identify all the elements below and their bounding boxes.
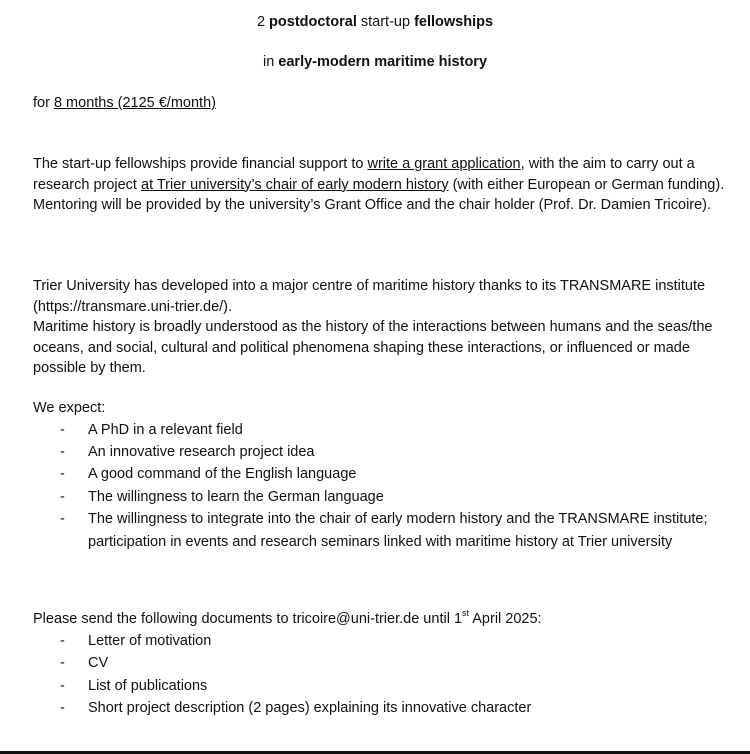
dash-bullet: -	[60, 443, 65, 460]
title-count: 2	[256, 14, 270, 30]
title-in: in	[262, 54, 279, 70]
list-item	[33, 463, 733, 485]
dash-bullet: -	[60, 421, 65, 438]
description-text-1: The start-up fellowships provide financial support to	[33, 156, 368, 172]
duration-value: 8 months (2125 €/month)	[53, 95, 216, 111]
dash-bullet: -	[60, 511, 65, 528]
dash-bullet: -	[60, 677, 65, 694]
title-postdoctoral: postdoctoral	[269, 14, 357, 30]
description-text-3: (with either European or German funding).	[448, 176, 725, 193]
duration-line	[33, 93, 733, 114]
dash-bullet: -	[60, 466, 65, 483]
title-line-1	[0, 12, 750, 33]
list-item	[33, 508, 733, 553]
documents-deadline: April 2025:	[469, 611, 542, 627]
chair-link: at Trier university’s chair of early modern history	[141, 176, 449, 193]
title-line-2	[0, 52, 750, 73]
list-item	[33, 630, 733, 653]
grant-application-link: write a grant application	[367, 156, 521, 172]
list-item	[33, 697, 733, 720]
dash-bullet: -	[60, 488, 65, 505]
list-item-text: Short project description (2 pages) explaining its innovative character	[88, 700, 532, 717]
list-item	[33, 652, 733, 675]
trier-block	[33, 276, 733, 379]
documents-list	[33, 630, 733, 720]
list-item	[33, 486, 733, 508]
dash-bullet: -	[60, 632, 65, 649]
duration-prefix: for	[33, 95, 54, 111]
list-item-text: A PhD in a relevant field	[88, 421, 243, 438]
expectations-list	[33, 419, 733, 553]
description-paragraph	[33, 154, 733, 195]
list-item-text: A good command of the English language	[88, 466, 357, 483]
list-item-text: CV	[88, 655, 109, 672]
documents-heading	[33, 609, 733, 630]
title-fellowships: fellowships	[414, 14, 494, 30]
documents-block	[33, 609, 733, 720]
list-item	[33, 441, 733, 463]
expectations-block	[33, 398, 733, 553]
documents-heading-text: Please send the following documents to tricoire@uni-trier.de until 1	[33, 611, 463, 627]
list-item-text: The willingness to learn the German language	[88, 488, 384, 505]
list-item	[33, 675, 733, 698]
list-item-text: Letter of motivation	[88, 632, 212, 649]
trier-paragraph: Trier University has developed into a major centre of maritime history thanks to its TRANSMARE institute (https://transmare.uni-trier.de/).	[33, 278, 706, 315]
ordinal-suffix: st	[462, 608, 470, 619]
list-item	[33, 419, 733, 441]
list-item-text: The willingness to integrate into the chair of early modern history and the TRANSMARE institute; participation in events and research seminars linked with maritime history at Trier university	[88, 511, 708, 550]
expectations-heading: We expect:	[33, 400, 106, 416]
mentoring-paragraph: Mentoring will be provided by the university’s Grant Office and the chair holder (Prof. Dr. Damien Tricoire).	[33, 197, 712, 213]
dash-bullet: -	[60, 700, 65, 717]
description-block	[33, 154, 733, 216]
maritime-history-paragraph: Maritime history is broadly understood as the history of the interactions between humans and the seas/the oceans, and social, cultural and political phenomena shaping these interactions, or influenced or made possible by them.	[33, 319, 713, 376]
title-startup: start-up	[356, 14, 415, 30]
description-text-2: , with the aim to carry out a research project	[33, 156, 695, 193]
title-field: early-modern maritime history	[278, 54, 488, 70]
dash-bullet: -	[60, 655, 65, 672]
list-item-text: List of publications	[88, 677, 208, 694]
list-item-text: An innovative research project idea	[88, 443, 315, 460]
